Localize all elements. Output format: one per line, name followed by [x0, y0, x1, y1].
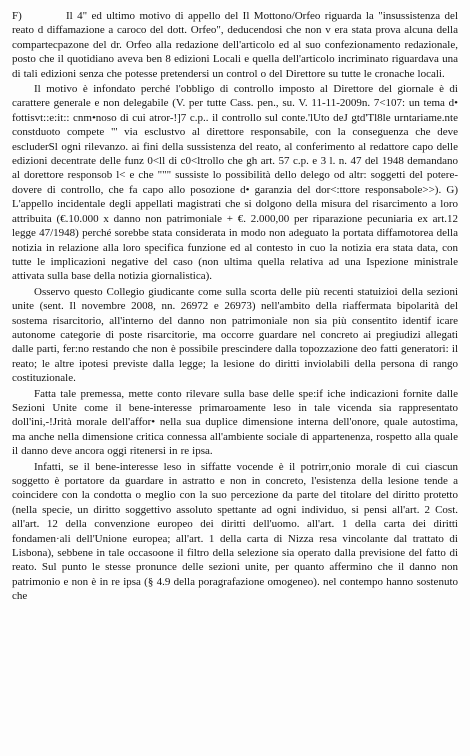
- document-body: [12, 9, 458, 604]
- paragraph-motivo-appello: [12, 9, 458, 81]
- paragraph-fatta-premessa: Fatta tale premessa, mette conto rilevare sulla base delle spe:if iche indicazioni fornite dalle Sezioni Unite come il bene-interesse primaroamente leso in tale vicenda sia rappresentato doll'ini,-!Jrità morale dell'affor• nella sua duplice dimensione interna dell'onore, quale autostima, ma anche nella dimensione critica connessa all'ambiente sociale di appartenenza, rospetto alla quale il danno deve ancora oggi ritenersi in re ipsa.: [12, 387, 458, 458]
- paragraph-osservo-collegio: Osservo questo Collegio giudicante come sulla scorta delle più recenti statuizioi della sezioni unite (sent. Il novembre 2008, nn. 26972 e 26973) nell'ambito della riaffermata bipolarità del sostema risarcitorio, all'interno del danno non patrimoniale non sia più consentito identif icare autonome categorie di poste risarcitorie, ma occorre guardare nel concreto ai pregiudizi allegati dalle parti, fer:no restando che non è possibile prescindere dalla topozzazione deo fatti generatori: il reato; le altre ipotesi previste dalla legge; la lesione do diritti inviolabili della persona di rango costituzionale.: [12, 285, 458, 385]
- paragraph-text: Il 4" ed ultimo motivo di appello del Il Mottono/Orfeo riguarda la "insussistenza del reato d diffamazione a caroco del dott. Orfeo", deducendosi che non v era stata prova alcuna della compartecpazone del dr. Orfeo alla redazione dell'articolo ed al suo confezionamento redazionale, posto che il quotidiano aveva ben 8 edizioni Locali e quella dell'articolo incriminato riguardava una di tali edizioni senza che potesse pretendersi un control o del Direttore su tutte le cronache locali.: [12, 10, 458, 80]
- paragraph-infatti: Infatti, se il bene-interesse leso in siffatte vocende è il potrirr,onio morale di cui ciascun soggetto è portatore da guardare in astratto e non in concreto, l'esistenza della lesione tende a coincidere con la condotta o meglio con la suo percezione da parte del titolare del diritto protetto (nella specie, un diritto soggettivo assoluto spettante ad ogni individuo, si pensi all'art. 2 Cost. all'art. 12 della convenzione europeo dei diritti dell'uomo. all'art. 1 della carta dei diritti fondamen·ali dell'Unione europea; all'art. 1 della carta di Nizza resa vincolante dal trattato di Lisbona), sebbene in tale occasoone il filtro della selezione sia operato dalla previsione del fatto di reato. Sul punto le stesse pronunce delle sezioni unite, per quanto affermino che il danno non patrimonio e non è in re ipsa (§ 4.9 della poragrafazione omogeneo). nel contempo hanno sostenuto che: [12, 460, 458, 603]
- paragraph-motivo-infondato: Il motivo è infondato perché l'obbligo di controllo imposto al Direttore del giornale è di carattere generale e non delegabile (V. per tutte Cass. pen., su. V. 11-11-2009n. 7<107: un tema d• fottisvt::e:it:: cnm•noso di cui atror-!]7 c.p.. il controllo sul conte.'lUto deJ gtd'Tl8le urntariame.nte constduoto compete "' via esclustvo al direttore responsabile, con la conseguenza che deve escluderSl ogni rilevanzo. ai fini della sussistenza del reato, al conferimento al redattore capo delle edizioni decentrate delle funz 0<ll di c0<ltrollo che gh art. 57 c.p. e 3 l. n. 47 del 1948 demandano al dorettore responsob l< e che """ sussiste lo possibilità dello delego od altr: soggetti del potere-dovere di controllo, che fa capo allo posozione d• garanzia del dor<:ttore responsabole>>). G) L'appello incidentale degli appellati magistrati che si dolgono della misura del risarcimento a loro attribuita (€.10.000 x danno non patrimoniale + €. 2.000,00 per riparazione pecuniaria ex art.12 legge 47/1948) perché sorebbe stata considerata in modo non adeguato la portata diffamotorea della notizia in relazione alla loro specifica funzione ed al contesto in cuo la notizia era stata data, con tutte le implicazioni negative del caso (non ultima quella relativa ad una Ispezione ministrale attivata sulla base della notizia giornalistica).: [12, 83, 458, 283]
- section-marker: F): [12, 10, 22, 22]
